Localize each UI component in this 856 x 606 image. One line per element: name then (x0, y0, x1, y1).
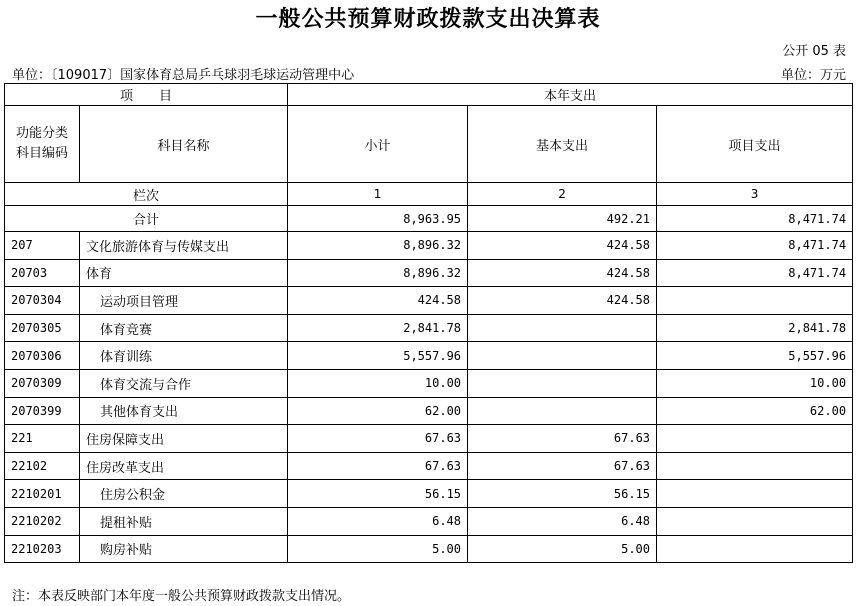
subject-name-cell: 体育竞赛 (80, 314, 288, 342)
project-expenditure-header: 项目支出 (657, 106, 853, 183)
table-row (5, 232, 853, 260)
subject-code-cell: 2070306 (5, 342, 80, 370)
subtotal-cell: 10.00 (288, 369, 468, 397)
table-row (5, 342, 853, 370)
subtotal-header: 小计 (288, 106, 468, 183)
subject-name-cell: 文化旅游体育与传媒支出 (80, 232, 288, 260)
column-number-row (5, 183, 853, 206)
table-row (5, 535, 853, 563)
subject-name-cell: 体育交流与合作 (80, 369, 288, 397)
subtotal-cell: 8,896.32 (288, 259, 468, 287)
subject-name-cell: 其他体育支出 (80, 397, 288, 425)
subject-name-cell: 住房公积金 (80, 480, 288, 508)
currency-unit: 单位：万元 (780, 68, 846, 83)
subtotal-cell: 2,841.78 (288, 314, 468, 342)
subtotal-cell: 62.00 (288, 397, 468, 425)
organization-unit: 单位：〔109017〕国家体育总局乒乓球羽毛球运动管理中心 (12, 68, 355, 83)
total-row (5, 206, 853, 232)
column-number-label: 栏次 (5, 183, 288, 206)
basic-expenditure-cell: 5.00 (468, 535, 657, 563)
subject-name-header: 科目名称 (80, 106, 288, 183)
form-number: 公开 05 表 (782, 44, 846, 59)
table-row (5, 369, 853, 397)
project-expenditure-cell: 5,557.96 (657, 342, 853, 370)
subtotal-cell: 5,557.96 (288, 342, 468, 370)
table-row (5, 314, 853, 342)
subject-name-cell: 住房保障支出 (80, 425, 288, 453)
basic-expenditure-cell: 424.58 (468, 232, 657, 260)
table-row (5, 259, 853, 287)
project-expenditure-cell: 8,471.74 (657, 232, 853, 260)
basic-expenditure-header: 基本支出 (468, 106, 657, 183)
header-row-2 (5, 106, 853, 183)
item-header: 项 目 (5, 84, 288, 106)
function-code-header: 功能分类 科目编码 (5, 106, 80, 183)
expenditure-table (4, 83, 853, 563)
basic-expenditure-cell (468, 369, 657, 397)
project-expenditure-cell (657, 287, 853, 315)
total-subtotal: 8,963.95 (288, 206, 468, 232)
column-number-3: 3 (657, 183, 853, 206)
subject-code-cell: 2210202 (5, 507, 80, 535)
subject-code-cell: 2070304 (5, 287, 80, 315)
table-row (5, 397, 853, 425)
column-number-1: 1 (288, 183, 468, 206)
subject-name-cell: 体育 (80, 259, 288, 287)
table-row (5, 425, 853, 453)
subject-code-cell: 2210203 (5, 535, 80, 563)
subject-code-cell: 2070399 (5, 397, 80, 425)
basic-expenditure-cell: 424.58 (468, 287, 657, 315)
project-expenditure-cell (657, 535, 853, 563)
table-row (5, 507, 853, 535)
subtotal-cell: 67.63 (288, 425, 468, 453)
basic-expenditure-cell: 67.63 (468, 425, 657, 453)
table-row (5, 452, 853, 480)
subtotal-cell: 5.00 (288, 535, 468, 563)
project-expenditure-cell: 8,471.74 (657, 259, 853, 287)
project-expenditure-cell: 2,841.78 (657, 314, 853, 342)
subtotal-cell: 424.58 (288, 287, 468, 315)
subject-code-cell: 207 (5, 232, 80, 260)
table-row (5, 480, 853, 508)
basic-expenditure-cell: 6.48 (468, 507, 657, 535)
project-expenditure-cell (657, 507, 853, 535)
total-project: 8,471.74 (657, 206, 853, 232)
footnote: 注：本表反映部门本年度一般公共预算财政拨款支出情况。 (12, 589, 351, 604)
subtotal-cell: 56.15 (288, 480, 468, 508)
subtotal-cell: 6.48 (288, 507, 468, 535)
subject-code-cell: 2070305 (5, 314, 80, 342)
page-title: 一般公共预算财政拨款支出决算表 (255, 6, 601, 32)
project-expenditure-cell (657, 452, 853, 480)
subject-name-cell: 体育训练 (80, 342, 288, 370)
table-row (5, 287, 853, 315)
subject-code-cell: 20703 (5, 259, 80, 287)
subject-name-cell: 提租补贴 (80, 507, 288, 535)
header-row-1 (5, 84, 853, 106)
basic-expenditure-cell (468, 342, 657, 370)
subtotal-cell: 8,896.32 (288, 232, 468, 260)
subject-code-cell: 221 (5, 425, 80, 453)
subject-code-cell: 2210201 (5, 480, 80, 508)
basic-expenditure-cell: 424.58 (468, 259, 657, 287)
basic-expenditure-cell (468, 397, 657, 425)
subtotal-cell: 67.63 (288, 452, 468, 480)
subject-code-cell: 2070309 (5, 369, 80, 397)
column-number-2: 2 (468, 183, 657, 206)
subject-name-cell: 购房补贴 (80, 535, 288, 563)
project-expenditure-cell: 10.00 (657, 369, 853, 397)
subject-code-cell: 22102 (5, 452, 80, 480)
basic-expenditure-cell: 56.15 (468, 480, 657, 508)
subject-name-cell: 住房改革支出 (80, 452, 288, 480)
total-basic: 492.21 (468, 206, 657, 232)
project-expenditure-cell: 62.00 (657, 397, 853, 425)
current-year-header: 本年支出 (288, 84, 853, 106)
subject-name-cell: 运动项目管理 (80, 287, 288, 315)
basic-expenditure-cell (468, 314, 657, 342)
project-expenditure-cell (657, 425, 853, 453)
basic-expenditure-cell: 67.63 (468, 452, 657, 480)
total-label: 合计 (5, 206, 288, 232)
project-expenditure-cell (657, 480, 853, 508)
